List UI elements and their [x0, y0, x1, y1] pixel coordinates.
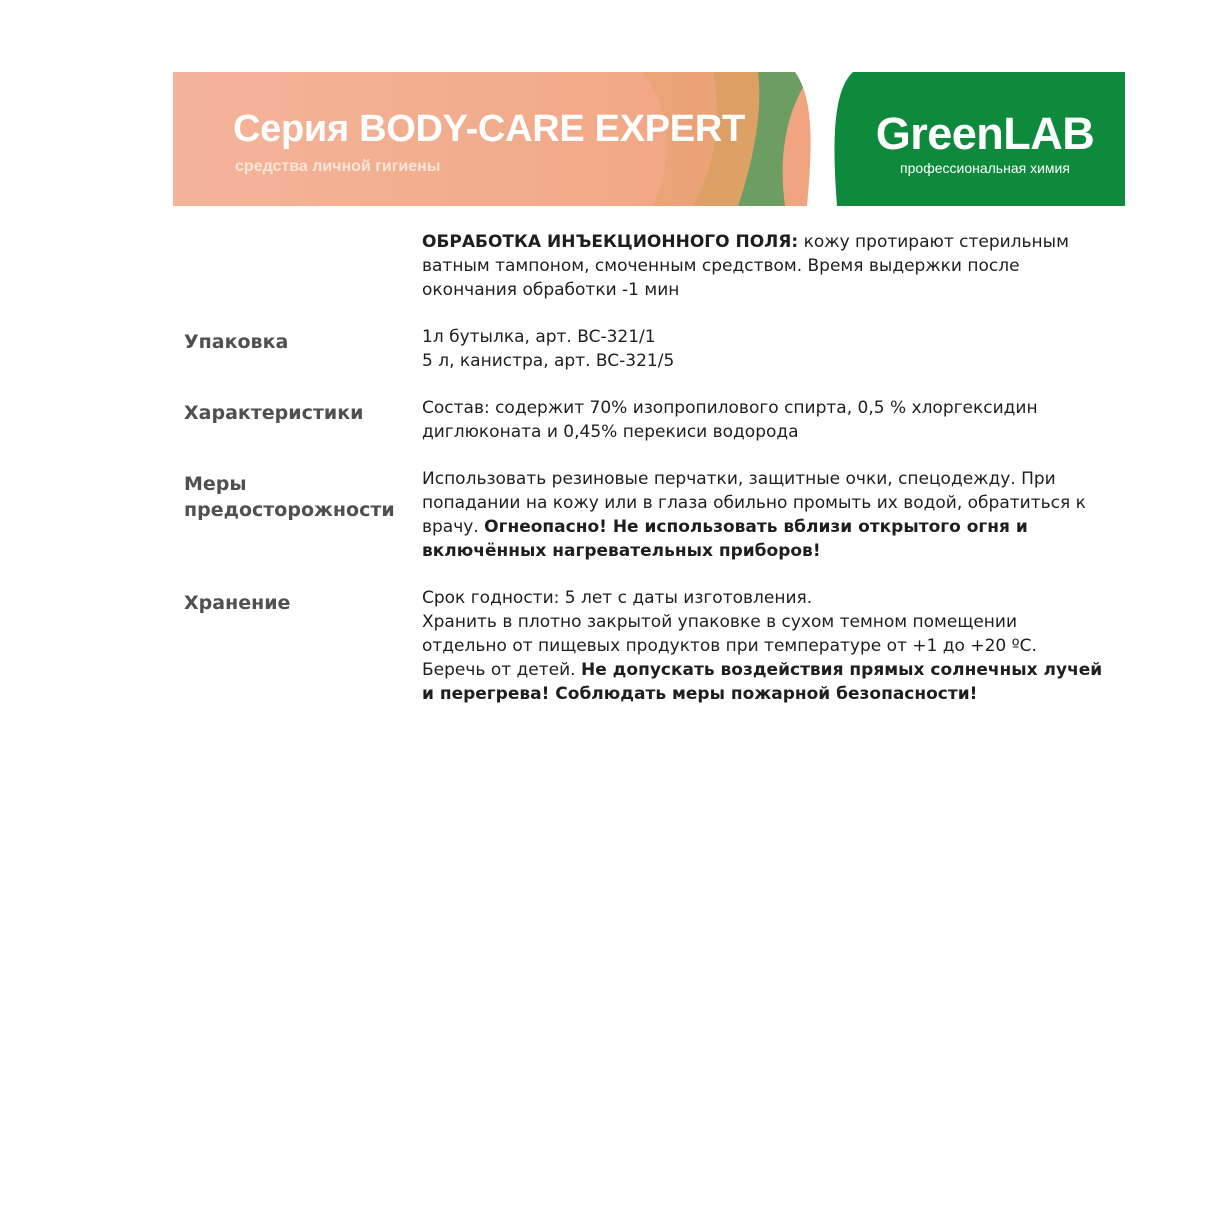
section-label — [184, 471, 422, 563]
label-line: предосторожности — [184, 499, 395, 521]
warning-text: включённых нагревательных приборов! — [422, 541, 821, 561]
warning-text: Огнеопасно! Не использовать вблизи открытого огня и — [484, 517, 1028, 537]
greenlab-logo: GreenLAB — [875, 108, 1095, 159]
text-line: Использовать резиновые перчатки, защитные очки, спецодежду. При — [422, 469, 1056, 489]
section-injection — [184, 230, 1124, 302]
warning-text: и перегрева! Соблюдать меры пожарной безопасности! — [422, 684, 978, 704]
section-label: Характеристики — [184, 402, 364, 424]
section-label: Упаковка — [184, 331, 289, 353]
label-line: Меры — [184, 473, 247, 495]
series-title: Серия BODY-CARE EXPERT — [233, 108, 745, 150]
section-value — [422, 467, 1122, 563]
text-line: окончания обработки -1 мин — [422, 280, 680, 300]
section-label — [184, 234, 422, 302]
section-precautions — [184, 467, 1124, 563]
text-fragment: Беречь от детей. — [422, 660, 581, 680]
section-characteristics — [184, 396, 1124, 444]
brand-tagline: профессиональная химия — [900, 160, 1070, 176]
text-line: попадании на кожу или в глаза обильно промыть их водой, обратиться к — [422, 493, 1086, 513]
text-fragment: кожу протирают стерильным — [798, 232, 1069, 252]
text-line: диглюконата и 0,45% перекиси водорода — [422, 422, 799, 442]
header-banner — [173, 72, 1125, 206]
text-line — [422, 658, 1122, 682]
text-line: отдельно от пищевых продуктов при температуре от +1 до +20 ºС. — [422, 636, 1037, 656]
warning-text: Не допускать воздействия прямых солнечных лучей — [580, 660, 1103, 680]
section-value — [422, 325, 1122, 373]
section-value — [422, 586, 1122, 706]
text-fragment: врачу. — [422, 517, 485, 537]
text-line: Состав: содержит 70% изопропилового спирта, 0,5 % хлоргексидин — [422, 398, 1038, 418]
series-subtitle: средства личной гигиены — [235, 158, 441, 175]
section-storage — [184, 586, 1124, 706]
text-line — [422, 230, 1122, 254]
text-line: 5 л, канистра, арт. BC-321/5 — [422, 351, 675, 371]
section-label: Хранение — [184, 592, 291, 614]
text-line: 1л бутылка, арт. BC-321/1 — [422, 327, 656, 347]
text-line — [422, 515, 1122, 539]
bold-lead: ОБРАБОТКА ИНЪЕКЦИОННОГО ПОЛЯ: — [422, 232, 799, 252]
text-line: Срок годности: 5 лет с даты изготовления. — [422, 588, 813, 608]
text-line: ватным тампоном, смоченным средством. Время выдержки после — [422, 256, 1020, 276]
section-value — [422, 230, 1122, 302]
section-packaging — [184, 325, 1124, 373]
product-info — [184, 230, 1124, 729]
text-line: Хранить в плотно закрытой упаковке в сухом темном помещении — [422, 612, 1018, 632]
section-value — [422, 396, 1122, 444]
